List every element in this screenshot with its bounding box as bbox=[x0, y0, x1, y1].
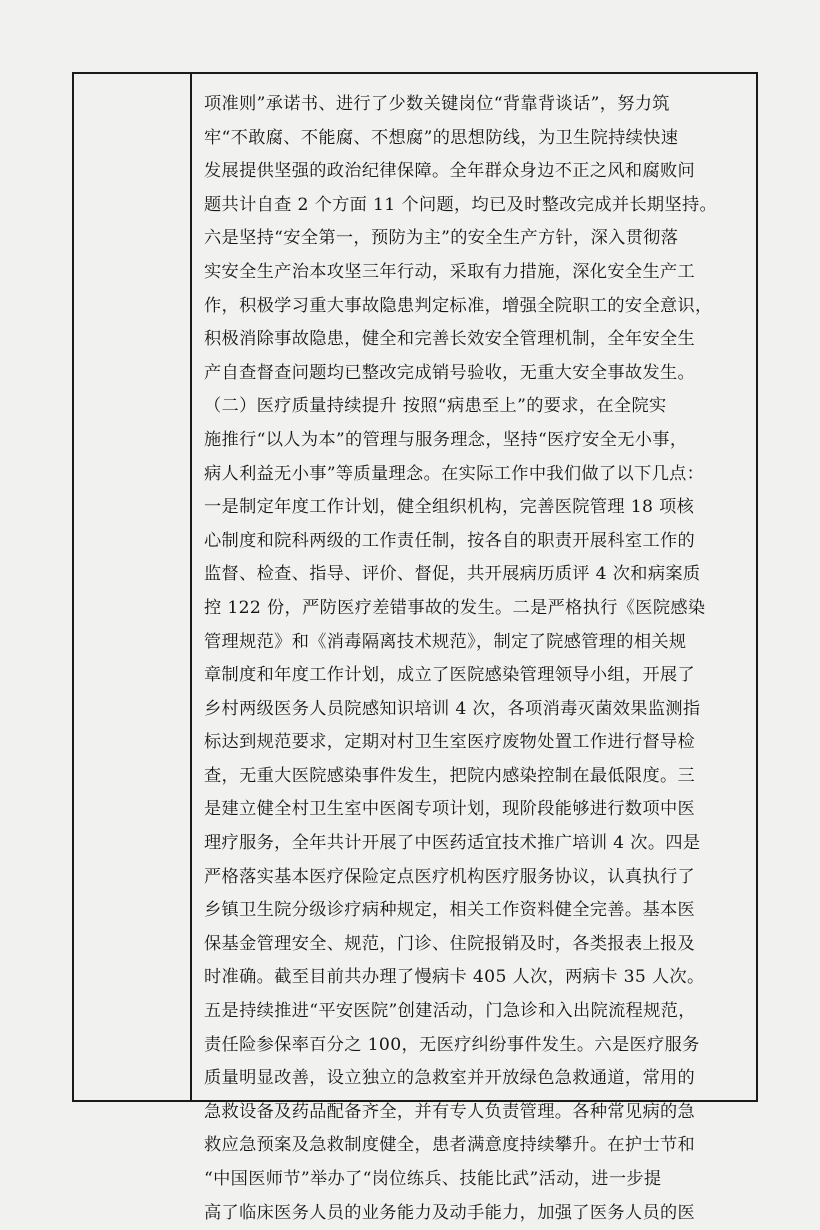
text-line: 标达到规范要求，定期对村卫生室医疗废物处置工作进行督导检 bbox=[204, 732, 696, 753]
text-line: 心制度和院科两级的工作责任制，按各自的职责开展科室工作的 bbox=[204, 530, 696, 551]
text-line: 严格落实基本医疗保险定点医疗机构医疗服务协议，认真执行了 bbox=[204, 866, 696, 887]
text-line: 管理规范》和《消毒隔离技术规范》，制定了院感管理的相关规 bbox=[204, 631, 687, 652]
text-line: 项准则”承诺书、进行了少数关键岗位“背靠背谈话”，努力筑 bbox=[204, 94, 670, 114]
text-line: 时准确。截至目前共办理了慢病卡 405 人次，两病卡 35 人次。 bbox=[204, 967, 705, 988]
text-line: 查，无重大医院感染事件发生，把院内感染控制在最低限度。三 bbox=[204, 765, 696, 786]
label-column bbox=[74, 74, 192, 1100]
text-line: 乡村两级医务人员院感知识培训 4 次，各项消毒灭菌效果监测指 bbox=[204, 698, 701, 719]
content-cell bbox=[192, 74, 756, 1223]
text-line: 是建立健全村卫生室中医阁专项计划，现阶段能够进行数项中医 bbox=[204, 799, 696, 820]
text-line: 责任险参保率百分之 100，无医疗纠纷事件发生。六是医疗服务 bbox=[204, 1034, 700, 1055]
text-line: 六是坚持“安全第一，预防为主”的安全生产方针，深入贯彻落 bbox=[204, 228, 679, 249]
text-line: 实安全生产治本攻坚三年行动，采取有力措施，深化安全生产工 bbox=[204, 261, 696, 282]
text-line: 题共计自查 2 个方面 11 个问题，均已及时整改完成并长期坚持。 bbox=[204, 194, 718, 215]
text-line: 发展提供坚强的政治纪律保障。全年群众身边不正之风和腐败问 bbox=[204, 161, 696, 182]
text-line: 作，积极学习重大事故隐患判定标准，增强全院职工的安全意识， bbox=[204, 295, 713, 316]
text-line: 救应急预案及急救制度健全，患者满意度持续攀升。在护士节和 bbox=[204, 1135, 696, 1156]
text-line: 章制度和年度工作计划，成立了医院感染管理领导小组，开展了 bbox=[204, 665, 696, 686]
text-line: 积极消除事故隐患，健全和完善长效安全管理机制，全年安全生 bbox=[204, 329, 696, 350]
text-line: “中国医师节”举办了“岗位练兵、技能比武”活动，进一步提 bbox=[204, 1169, 662, 1189]
text-line: 理疗服务，全年共计开展了中医药适宜技术推广培训 4 次。四是 bbox=[204, 833, 701, 854]
text-line: 施推行“以人为本”的管理与服务理念，坚持“医疗安全无小事， bbox=[204, 429, 688, 450]
text-line: 牢“不敢腐、不能腐、不想腐”的思想防线，为卫生院持续快速 bbox=[204, 127, 679, 148]
text-line: 乡镇卫生院分级诊疗病种规定，相关工作资料健全完善。基本医 bbox=[204, 900, 696, 921]
text-line: 质量明显改善，设立独立的急救室并开放绿色急救通道，常用的 bbox=[204, 1068, 696, 1089]
text-line: 一是制定年度工作计划，健全组织机构，完善医院管理 18 项核 bbox=[204, 497, 695, 518]
text-line: 急救设备及药品配备齐全，并有专人负责管理。各种常见病的急 bbox=[204, 1101, 696, 1122]
text-line: 高了临床医务人员的业务能力及动手能力，加强了医务人员的医 bbox=[204, 1202, 696, 1223]
text-line: 保基金管理安全、规范，门诊、住院报销及时，各类报表上报及 bbox=[204, 933, 696, 954]
section-heading-line: （二）医疗质量持续提升 按照“病患至上”的要求，在全院实 bbox=[204, 396, 667, 417]
document-table bbox=[72, 72, 758, 1223]
text-line: 监督、检查、指导、评价、督促，共开展病历质评 4 次和病案质 bbox=[204, 564, 701, 585]
text-line: 产自查督查问题均已整改完成销号验收，无重大安全事故发生。 bbox=[204, 362, 696, 383]
text-line: 五是持续推进“平安医院”创建活动，门急诊和入出院流程规范， bbox=[204, 1001, 696, 1022]
text-line: 控 122 份，严防医疗差错事故的发生。二是严格执行《医院感染 bbox=[204, 597, 706, 618]
body-text bbox=[204, 88, 749, 1230]
text-line: 病人利益无小事”等质量理念。在实际工作中我们做了以下几点： bbox=[204, 463, 705, 484]
